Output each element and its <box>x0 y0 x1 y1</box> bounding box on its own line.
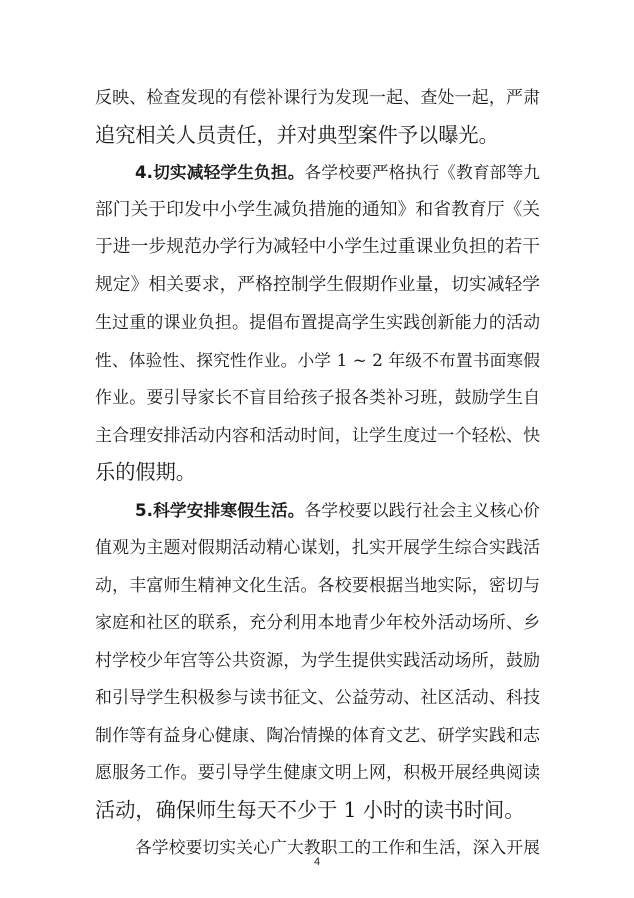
section-5-line-1: 5.科学安排寒假生活。各学校要以践行社会主义核心价 <box>135 500 540 520</box>
section-5-heading: 5.科学安排寒假生活。 <box>135 500 305 520</box>
text-line-13: 值观为主题对假期活动精心谋划，扎实开展学生综合实践活 <box>95 537 540 557</box>
text-line-9: 作业。要引导家长不盲目给孩子报各类补习班，鼓励学生自 <box>95 387 540 407</box>
text-line-5: 于进一步规范办学行为减轻中小学生过重课业负担的若干 <box>95 237 540 257</box>
text-line-15: 家庭和社区的联系，充分利用本地青少年校外活动场所、乡 <box>95 612 540 632</box>
text-line-1: 反映、检查发现的有偿补课行为发现一起、查处一起，严肃 <box>95 87 540 107</box>
text-line-8: 性、体验性、探究性作业。小学 1 ~ 2 年级不布置书面寒假 <box>95 350 540 370</box>
section-4-line-1: 4.切实减轻学生负担。各学校要严格执行《教育部等九 <box>135 162 540 182</box>
text-line-17: 和引导学生积极参与读书征文、公益劳动、社区活动、科技 <box>95 687 540 707</box>
text-line-4: 部门关于印发中小学生减负措施的通知》和省教育厅《关 <box>95 200 540 220</box>
text-line-21: 各学校要切实关心广大教职工的工作和生活，深入开展 <box>135 837 540 857</box>
text-line-19: 愿服务工作。要引导学生健康文明上网，积极开展经典阅读 <box>95 762 540 782</box>
text-line-7: 生过重的课业负担。提倡布置提高学生实践创新能力的活动 <box>95 312 540 332</box>
page-number: 4 <box>313 856 321 868</box>
text-line-6: 规定》相关要求，严格控制学生假期作业量，切实减轻学 <box>95 275 540 295</box>
text-line-16: 村学校少年宫等公共资源，为学生提供实践活动场所，鼓励 <box>95 650 540 670</box>
section-4-heading: 4.切实减轻学生负担。 <box>135 162 305 182</box>
text-line-20: 活动，确保师生每天不少于 1 小时的读书时间。 <box>95 798 525 822</box>
text-line-10: 主合理安排活动内容和活动时间，让学生度过一个轻松、快 <box>95 425 540 445</box>
text-line-11: 乐的假期。 <box>95 460 196 484</box>
text-line-14: 动，丰富师生精神文化生活。各校要根据当地实际，密切与 <box>95 575 540 595</box>
text-line-18: 制作等有益身心健康、陶冶情操的体育文艺、研学实践和志 <box>95 725 540 745</box>
text-line-2: 追究相关人员责任，并对典型案件予以曝光。 <box>95 123 499 147</box>
